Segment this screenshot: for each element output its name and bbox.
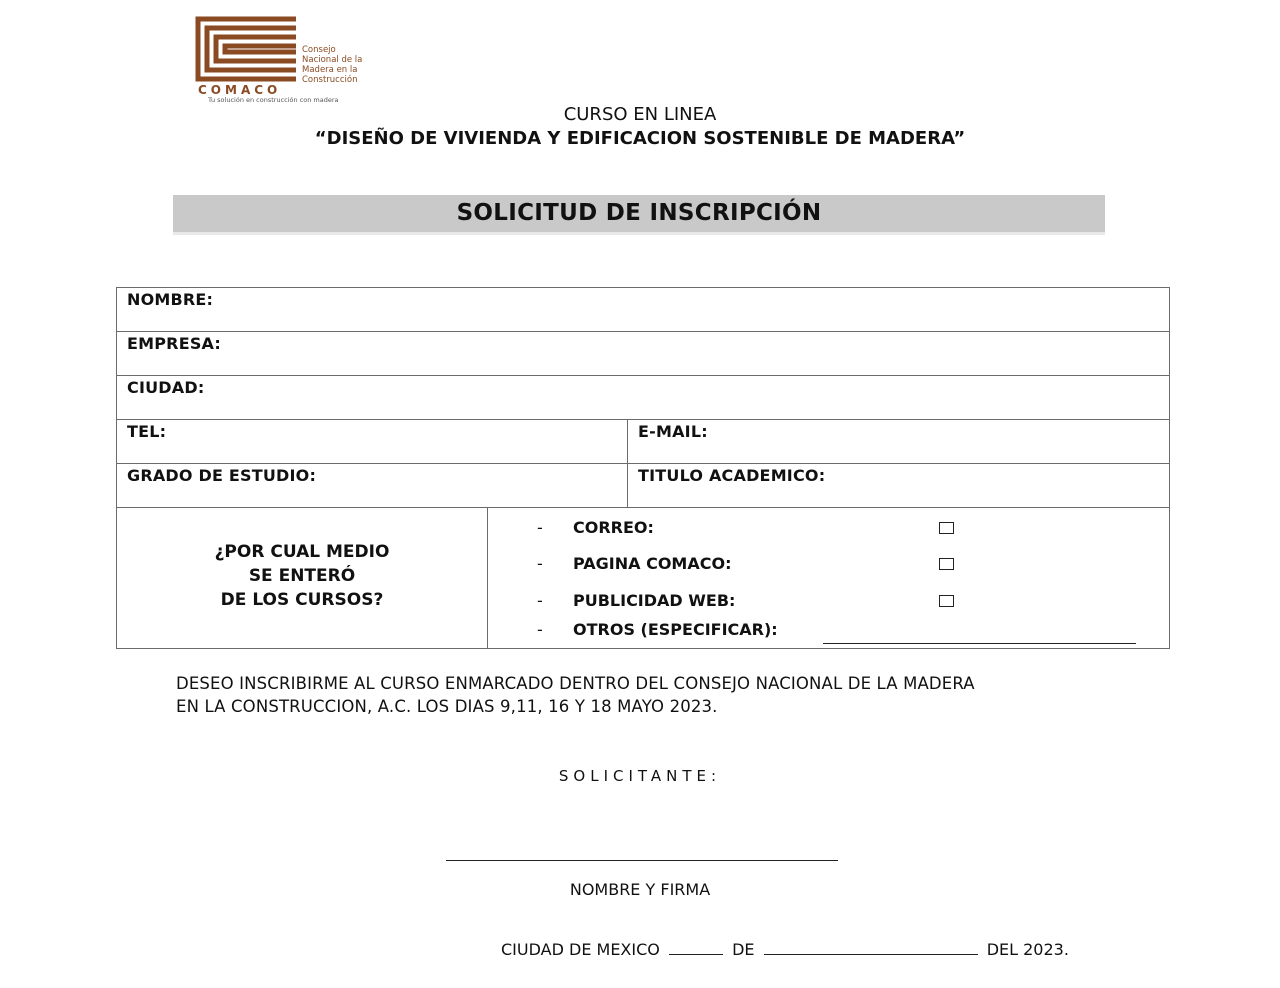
date-day-blank[interactable]	[669, 940, 723, 955]
course-title: “DISEÑO DE VIVIENDA Y EDIFICACION SOSTENIBLE DE MADERA”	[314, 128, 966, 149]
referral-question-line: SE ENTERÓ	[248, 566, 356, 586]
option-correo-label: CORREO:	[573, 518, 654, 537]
field-row-grado-titulo	[117, 464, 1169, 508]
option-publicidad-web	[537, 591, 735, 610]
field-row-empresa[interactable]	[117, 332, 1169, 376]
registration-form	[116, 287, 1170, 649]
option-publicidad-web-label: PUBLICIDAD WEB:	[573, 591, 736, 610]
option-pagina-comaco	[537, 554, 731, 573]
otros-specify-line[interactable]	[823, 643, 1136, 644]
referral-question-line: ¿POR CUAL MEDIO	[214, 542, 390, 562]
option-otros-label: OTROS (ESPECIFICAR):	[573, 620, 778, 639]
form-title-banner: SOLICITUD DE INSCRIPCIÓN	[173, 195, 1105, 232]
declaration-line: DESEO INSCRIBIRME AL CURSO ENMARCADO DENTRO DEL CONSEJO NACIONAL DE LA MADERA	[176, 674, 975, 693]
referral-question-line: DE LOS CURSOS?	[220, 590, 384, 610]
publicidad-web-checkbox[interactable]	[939, 595, 954, 607]
date-city: CIUDAD DE MEXICO	[501, 940, 660, 959]
email-field[interactable]	[628, 420, 1169, 463]
field-row-nombre[interactable]	[117, 288, 1169, 332]
field-row-ciudad[interactable]	[117, 376, 1169, 420]
grado-estudio-field[interactable]	[117, 464, 627, 507]
correo-checkbox[interactable]	[939, 522, 954, 534]
pagina-comaco-checkbox[interactable]	[939, 558, 954, 570]
option-pagina-comaco-label: PAGINA COMACO:	[573, 554, 732, 573]
grado-estudio-label: GRADO DE ESTUDIO:	[127, 466, 317, 485]
course-type: CURSO EN LINEA	[563, 104, 717, 125]
titulo-academico-label: TITULO ACADEMICO:	[638, 466, 826, 485]
nombre-label: NOMBRE:	[127, 290, 214, 309]
column-divider	[487, 508, 488, 648]
option-correo	[537, 518, 654, 537]
date-de: DE	[732, 940, 755, 959]
option-bullet: -	[537, 518, 543, 537]
ciudad-label: CIUDAD:	[127, 378, 205, 397]
referral-question	[117, 540, 487, 612]
applicant-heading: SOLICITANTE:	[558, 767, 722, 785]
logo-organization-name	[302, 45, 392, 85]
date-month-blank[interactable]	[764, 940, 978, 955]
signature-line[interactable]	[446, 860, 838, 861]
titulo-academico-field[interactable]	[628, 464, 1169, 507]
logo-org-line: Nacional de la	[302, 55, 363, 65]
logo-wordmark: COMACO	[198, 83, 282, 97]
comaco-logo	[193, 14, 393, 106]
option-bullet: -	[537, 591, 543, 610]
declaration-line: EN LA CONSTRUCCION, A.C. LOS DIAS 9,11, 16 Y 18 MAYO 2023.	[176, 697, 718, 716]
option-otros	[537, 620, 778, 639]
logo-tagline: Tu solución en construcción con madera	[208, 96, 339, 104]
referral-source-section	[117, 508, 1169, 648]
date-line	[501, 940, 1069, 959]
empresa-label: EMPRESA:	[127, 334, 222, 353]
field-row-tel-email	[117, 420, 1169, 464]
date-year: DEL 2023.	[986, 940, 1069, 959]
logo-org-line: Madera en la	[302, 65, 358, 75]
tel-label: TEL:	[127, 422, 167, 441]
enrollment-declaration	[176, 672, 1136, 718]
logo-org-line: Construcción	[302, 75, 358, 85]
signature-caption: NOMBRE Y FIRMA	[569, 880, 711, 899]
comaco-logo-mark-icon	[195, 16, 299, 82]
option-bullet: -	[537, 620, 543, 639]
email-label: E-MAIL:	[638, 422, 708, 441]
option-bullet: -	[537, 554, 543, 573]
tel-field[interactable]	[117, 420, 627, 463]
logo-org-line: Consejo	[302, 45, 336, 55]
